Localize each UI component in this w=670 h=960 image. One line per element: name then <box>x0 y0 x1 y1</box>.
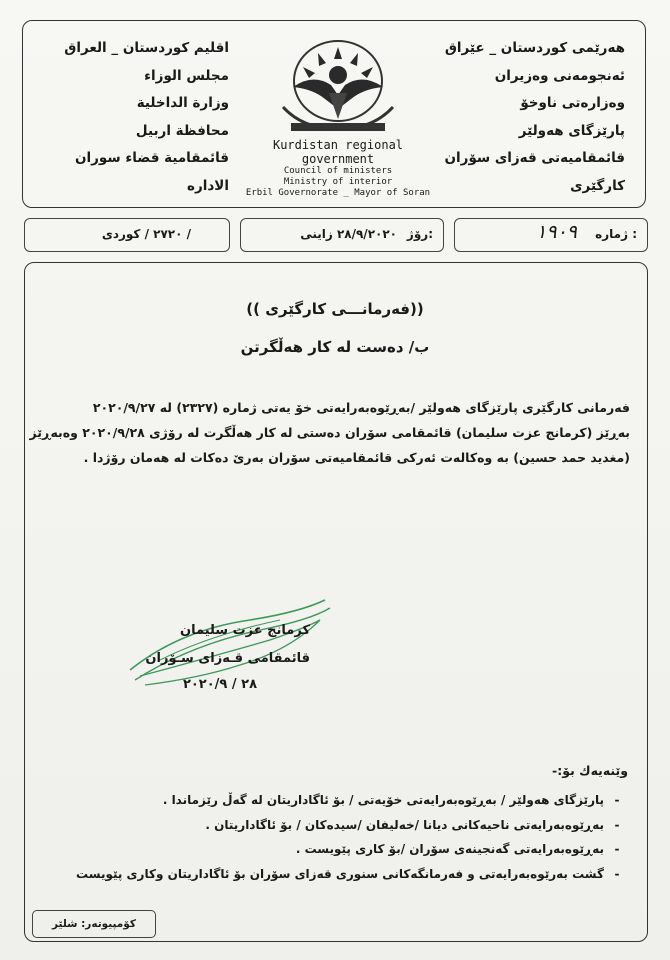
list-item <box>40 788 630 813</box>
list-item <box>40 813 630 838</box>
list-item <box>40 862 630 887</box>
signatory-position: قائمقامی قـەزای سـۆران <box>145 651 310 666</box>
signature-scribble-icon <box>120 590 340 690</box>
date-box <box>240 218 444 252</box>
english-line: Council of ministers <box>283 166 393 176</box>
kurdish-date: / ٢٧٢٠ / کوردی <box>101 227 191 241</box>
arabic-line: الاداره <box>187 177 229 194</box>
kurdish-line: کارگێری <box>570 177 625 194</box>
letterhead-arabic <box>59 35 229 200</box>
kurdish-date-box <box>24 218 230 252</box>
list-item <box>40 837 630 862</box>
arabic-line: مجلس الوزاء <box>144 67 229 84</box>
english-line: Kurdistan regional <box>272 138 404 152</box>
english-line: Ministry of interior <box>283 177 393 187</box>
english-line: Erbil Governorate _ Mayor of Soran <box>245 188 431 198</box>
body-line: (مغديد حمد حسين) بە وەکالەت ئەرکی قائمقامیەتی سۆران بەرێ دەکات لە هەمان رۆژدا . <box>83 450 630 465</box>
arabic-line: اقليم كوردستان _ العراق <box>64 40 229 56</box>
body-line: فەرمانی کارگێری پارێزگای هەولێر /بەڕێوەبەرایەتی خۆ یەتی ژمارە (٢٣٢٧) لە ٢٠٢٠/٩/٢٧ <box>92 400 630 415</box>
bullet: - <box>614 866 620 881</box>
order-body <box>29 395 630 470</box>
copies-heading: وێنەیەك بۆ:- <box>552 763 628 778</box>
letterhead <box>22 20 646 208</box>
kurdish-line: پارێزگای هەولێر <box>518 122 625 139</box>
bullet: - <box>614 793 620 807</box>
signature-date: ٢٨ / ٢٠٢٠/٩ <box>182 677 258 692</box>
arabic-line: قائمقامية قضاء سوران <box>74 150 229 166</box>
kurdish-line: ئەنجومەنی وەزیران <box>494 67 625 84</box>
kurdish-line: وەزارەتی ناوخۆ <box>520 95 625 111</box>
date-value: ٢٨/٩/٢٠٢٠ زاینی <box>300 227 397 241</box>
date-label: رۆژ: <box>406 227 433 241</box>
kurdish-line: هەرێمی کوردستان _ عێراق <box>444 40 625 56</box>
number-box <box>454 218 648 252</box>
copy-text: گشت بەرێوەبەرایەتی و فەرمانگەکانی سنوری قەزای سۆران بۆ ئاگاداریتان وکاری پێویست <box>76 866 604 881</box>
copy-text: پارێزگای هەولێر / بەڕێوەبەرایەتی خۆیەتی / بۆ ئاگاداریتان لە گەڵ رێزماندا . <box>162 793 604 807</box>
signatory-name: کرمانج عزت سليمان <box>180 623 310 638</box>
number-value: ١٩٠٩ <box>536 221 577 243</box>
body-line: بەڕێز (کرمانج عزت سليمان) قائمقامی سۆران دەستی لە کار هەڵگرت لە رۆژی ٢٠٢٠/٩/٢٨ وەبەڕێز <box>29 425 630 440</box>
letterhead-kurdish <box>445 35 625 200</box>
copies-list <box>40 788 630 886</box>
bullet: - <box>614 842 620 856</box>
copy-text: بەڕێوەبەرایەتی ناحیەکانی دیانا /خەلیفان /سیدەکان / بۆ ئاگاداریتان . <box>205 817 604 832</box>
krg-emblem-icon <box>263 29 413 139</box>
arabic-line: محافظة اربيل <box>135 122 229 139</box>
kurdish-line: قائمقامیەتی قەزای سۆران <box>444 150 625 166</box>
typist-box: کۆمپیوتەر: شلێر <box>32 910 156 938</box>
english-title <box>233 139 443 199</box>
copy-text: بەڕێوەبەرایەتی گەنجینەی سۆران /بۆ کاری پێویست . <box>295 842 604 856</box>
number-label: ژمارە : <box>595 227 637 241</box>
order-subtitle: ب/ دەست لە کار هەڵگرتن <box>240 338 430 356</box>
order-title: ((فەرمانـــی کارگێری )) <box>246 300 424 318</box>
english-line: government <box>301 151 375 166</box>
bullet: - <box>614 817 620 832</box>
arabic-line: وزارة الداخلية <box>136 95 229 111</box>
